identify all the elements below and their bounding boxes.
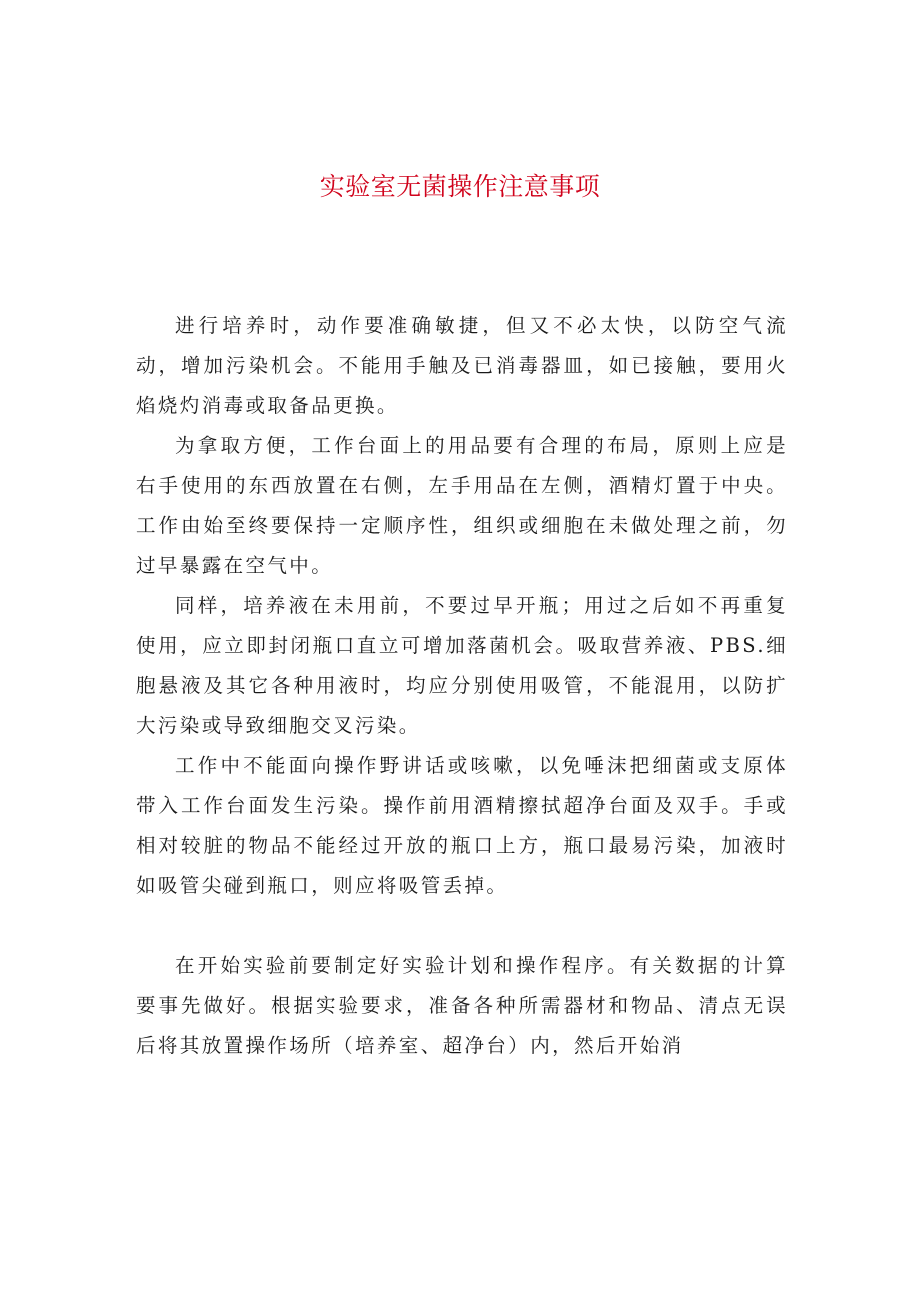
document-title: 实验室无菌操作注意事项 (319, 172, 601, 201)
paragraph-1: 进行培养时，动作要准确敏捷，但又不必太快，以防空气流动，增加污染机会。不能用手触及已消毒器皿，如已接触，要用火焰烧灼消毒或取备品更换。 (136, 314, 788, 417)
paragraph-5: 在开始实验前要制定好实验计划和操作程序。有关数据的计算要事先做好。根据实验要求，准备各种所需器材和物品、清点无误后将其放置操作场所（培养室、超净台）内，然后开始消 (136, 954, 788, 1057)
paragraph-2: 为拿取方便，工作台面上的用品要有合理的布局，原则上应是右手使用的东西放置在右侧，左手用品在左侧，酒精灯置于中央。工作由始至终要保持一定顺序性，组织或细胞在未做处理之前，勿过早暴露在空气中。 (136, 434, 788, 577)
paragraph-4: 工作中不能面向操作野讲话或咳嗽，以免唾沫把细菌或支原体带入工作台面发生污染。操作前用酒精擦拭超净台面及双手。手或相对较脏的物品不能经过开放的瓶口上方，瓶口最易污染，加液时如吸管尖碰到瓶口，则应将吸管丢掉。 (136, 754, 788, 897)
document-body (136, 306, 788, 1066)
paragraph-gap (136, 906, 788, 946)
paragraph-3: 同样，培养液在未用前，不要过早开瓶；用过之后如不再重复使用，应立即封闭瓶口直立可增加落菌机会。吸取营养液、PBS.细胞悬液及其它各种用液时，均应分别使用吸管，不能混用，以防扩大污染或导致细胞交叉污染。 (136, 594, 788, 737)
